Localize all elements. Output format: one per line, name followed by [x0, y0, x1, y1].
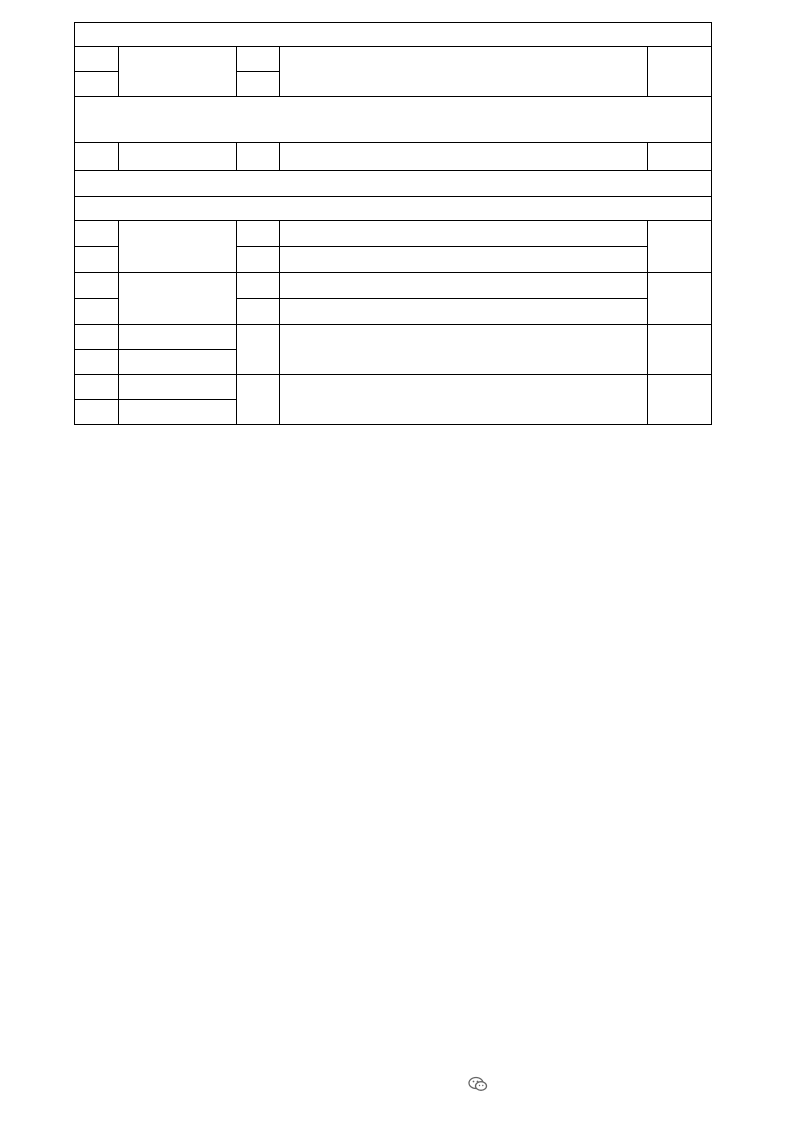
event-number	[75, 221, 119, 247]
event-description	[280, 247, 648, 273]
dance-type	[237, 72, 280, 97]
dance-type	[237, 273, 280, 299]
dance-type	[237, 221, 280, 247]
event-fee	[648, 221, 712, 273]
event-group	[119, 325, 237, 350]
wechat-icon	[468, 1076, 488, 1092]
event-number	[75, 299, 119, 325]
dance-type	[237, 375, 280, 425]
event-number	[75, 325, 119, 350]
header-desc	[280, 143, 648, 171]
event-group	[119, 221, 237, 273]
event-group	[119, 350, 237, 375]
event-number	[75, 47, 119, 72]
event-group	[119, 47, 237, 97]
event-description	[280, 375, 648, 425]
header-dance	[237, 143, 280, 171]
event-group	[119, 375, 237, 400]
event-fee	[648, 325, 712, 375]
dance-type	[237, 247, 280, 273]
header-code	[75, 143, 119, 171]
event-description	[280, 325, 648, 375]
event-description	[280, 273, 648, 299]
dance-type	[237, 47, 280, 72]
event-fee	[648, 273, 712, 325]
header-fee	[648, 143, 712, 171]
header-group	[119, 143, 237, 171]
schedule-page	[74, 22, 711, 425]
events-table	[74, 22, 712, 425]
watermark	[468, 1076, 492, 1092]
dance-type	[237, 325, 280, 375]
document-title	[75, 97, 712, 143]
event-number	[75, 72, 119, 97]
event-description	[280, 47, 648, 97]
event-number	[75, 400, 119, 425]
ranking-heading	[75, 197, 712, 221]
performance-section	[75, 23, 712, 97]
event-number	[75, 350, 119, 375]
event-group	[119, 273, 237, 325]
event-description	[280, 299, 648, 325]
ranking-section	[75, 197, 712, 425]
event-number	[75, 247, 119, 273]
event-description	[280, 221, 648, 247]
event-number	[75, 375, 119, 400]
event-number	[75, 273, 119, 299]
event-group	[119, 400, 237, 425]
performance-heading	[75, 23, 712, 47]
title-section	[75, 97, 712, 197]
event-fee	[648, 375, 712, 425]
elite-heading	[75, 171, 712, 197]
event-fee	[648, 47, 712, 97]
dance-type	[237, 299, 280, 325]
